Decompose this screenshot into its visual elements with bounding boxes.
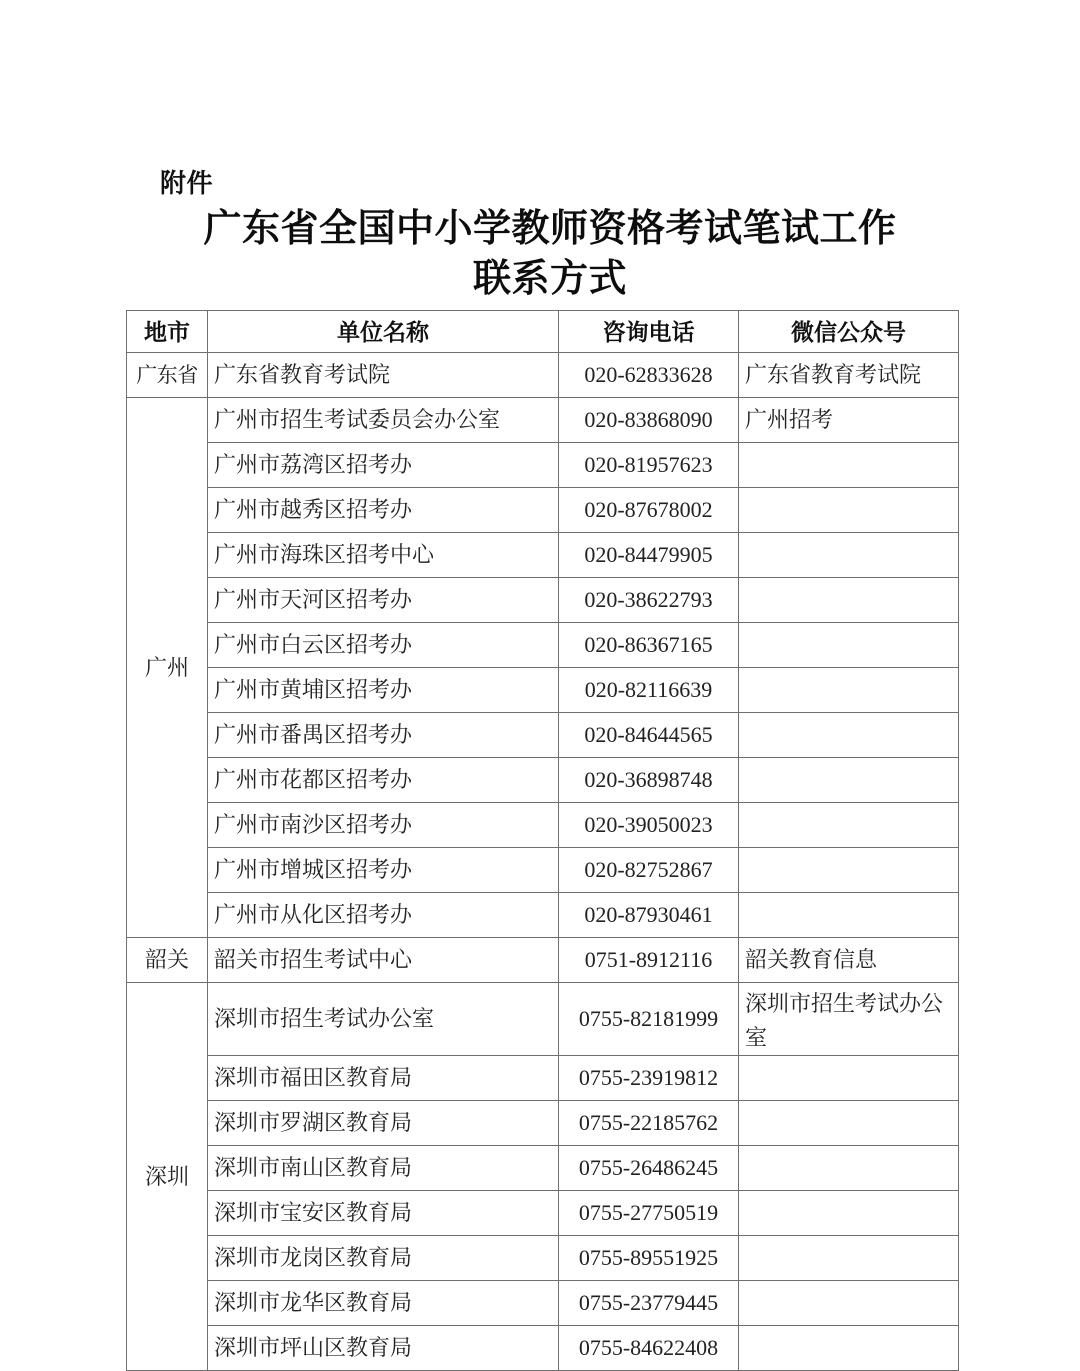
- table-row: [127, 1281, 959, 1326]
- cell-wechat-account: [739, 713, 959, 758]
- cell-phone: 0755-22185762: [559, 1101, 739, 1146]
- cell-wechat-account: 广东省教育考试院: [739, 353, 959, 398]
- cell-unit-name: 深圳市龙岗区教育局: [208, 1236, 559, 1281]
- cell-wechat-account: [739, 803, 959, 848]
- cell-unit-name: 广州市花都区招考办: [208, 758, 559, 803]
- cell-unit-name: 广州市越秀区招考办: [208, 488, 559, 533]
- cell-phone: 020-87930461: [559, 893, 739, 938]
- cell-unit-name: 广州市黄埔区招考办: [208, 668, 559, 713]
- column-header-wechat: 微信公众号: [739, 311, 959, 353]
- table-row: [127, 1101, 959, 1146]
- cell-phone: 0755-27750519: [559, 1191, 739, 1236]
- cell-wechat-account: [739, 1056, 959, 1101]
- cell-wechat-account: [739, 758, 959, 803]
- cell-phone: 020-82116639: [559, 668, 739, 713]
- table-row: [127, 443, 959, 488]
- cell-phone: 0755-26486245: [559, 1146, 739, 1191]
- cell-unit-name: 韶关市招生考试中心: [208, 938, 559, 983]
- page-title: [140, 204, 960, 304]
- cell-wechat-account: [739, 1146, 959, 1191]
- cell-unit-name: 深圳市招生考试办公室: [208, 983, 559, 1056]
- cell-wechat-account: [739, 1191, 959, 1236]
- table-row: [127, 713, 959, 758]
- table-row: [127, 533, 959, 578]
- cell-phone: 020-84479905: [559, 533, 739, 578]
- cell-phone: 0755-82181999: [559, 983, 739, 1056]
- cell-phone: 020-83868090: [559, 398, 739, 443]
- cell-wechat-account: [739, 488, 959, 533]
- cell-unit-name: 广州市从化区招考办: [208, 893, 559, 938]
- cell-city: 深圳: [127, 983, 208, 1371]
- cell-phone: 020-82752867: [559, 848, 739, 893]
- cell-phone: 0755-84622408: [559, 1326, 739, 1371]
- table-row: [127, 1056, 959, 1101]
- cell-phone: 0755-23919812: [559, 1056, 739, 1101]
- table-row: [127, 803, 959, 848]
- cell-unit-name: 广州市荔湾区招考办: [208, 443, 559, 488]
- cell-city: 广州: [127, 398, 208, 938]
- cell-phone: 020-81957623: [559, 443, 739, 488]
- table-row: [127, 668, 959, 713]
- cell-unit-name: 广州市番禺区招考办: [208, 713, 559, 758]
- cell-wechat-account: [739, 1281, 959, 1326]
- table-row: [127, 578, 959, 623]
- contact-table: [126, 310, 959, 1371]
- cell-phone: 020-38622793: [559, 578, 739, 623]
- cell-unit-name: 深圳市罗湖区教育局: [208, 1101, 559, 1146]
- attachment-label: 附件: [160, 168, 214, 198]
- table-row: [127, 1236, 959, 1281]
- cell-wechat-account: 深圳市招生考试办公室: [739, 983, 959, 1056]
- table-row: [127, 848, 959, 893]
- cell-unit-name: 深圳市福田区教育局: [208, 1056, 559, 1101]
- column-header-city: 地市: [127, 311, 208, 353]
- table-row: [127, 1326, 959, 1371]
- cell-wechat-account: [739, 443, 959, 488]
- cell-unit-name: 广州市增城区招考办: [208, 848, 559, 893]
- page-title-line-2: 联系方式: [472, 258, 627, 300]
- cell-unit-name: 广州市南沙区招考办: [208, 803, 559, 848]
- cell-city: 韶关: [127, 938, 208, 983]
- cell-wechat-account: [739, 1101, 959, 1146]
- table-row: [127, 758, 959, 803]
- table-row: [127, 1146, 959, 1191]
- table-row: [127, 983, 959, 1056]
- cell-wechat-account: [739, 533, 959, 578]
- table-body: [127, 353, 959, 1371]
- cell-unit-name: 广州市白云区招考办: [208, 623, 559, 668]
- cell-phone: 0755-23779445: [559, 1281, 739, 1326]
- cell-wechat-account: [739, 578, 959, 623]
- cell-phone: 020-87678002: [559, 488, 739, 533]
- cell-wechat-account: [739, 668, 959, 713]
- page-title-line-1: 广东省全国中小学教师资格考试笔试工作: [203, 208, 897, 250]
- cell-wechat-account: [739, 1326, 959, 1371]
- cell-unit-name: 广州市海珠区招考中心: [208, 533, 559, 578]
- cell-unit-name: 广州市招生考试委员会办公室: [208, 398, 559, 443]
- table-header-row: [127, 311, 959, 353]
- cell-phone: 020-62833628: [559, 353, 739, 398]
- column-header-phone: 咨询电话: [559, 311, 739, 353]
- cell-unit-name: 深圳市南山区教育局: [208, 1146, 559, 1191]
- column-header-unit: 单位名称: [208, 311, 559, 353]
- table-header: [127, 311, 959, 353]
- cell-unit-name: 深圳市宝安区教育局: [208, 1191, 559, 1236]
- table-row: [127, 623, 959, 668]
- cell-unit-name: 深圳市龙华区教育局: [208, 1281, 559, 1326]
- cell-wechat-account: [739, 893, 959, 938]
- table-row: [127, 893, 959, 938]
- table-row: [127, 488, 959, 533]
- cell-wechat-account: [739, 623, 959, 668]
- cell-wechat-account: [739, 848, 959, 893]
- table-row: [127, 938, 959, 983]
- cell-wechat-account: [739, 1236, 959, 1281]
- cell-wechat-account: 广州招考: [739, 398, 959, 443]
- table-row: [127, 1191, 959, 1236]
- cell-city: 广东省: [127, 353, 208, 398]
- cell-phone: 0751-8912116: [559, 938, 739, 983]
- cell-wechat-account: 韶关教育信息: [739, 938, 959, 983]
- contact-table-container: [126, 310, 958, 1371]
- cell-phone: 020-36898748: [559, 758, 739, 803]
- cell-unit-name: 广州市天河区招考办: [208, 578, 559, 623]
- cell-phone: 0755-89551925: [559, 1236, 739, 1281]
- cell-unit-name: 深圳市坪山区教育局: [208, 1326, 559, 1371]
- cell-phone: 020-39050023: [559, 803, 739, 848]
- cell-phone: 020-84644565: [559, 713, 739, 758]
- table-row: [127, 398, 959, 443]
- cell-phone: 020-86367165: [559, 623, 739, 668]
- cell-unit-name: 广东省教育考试院: [208, 353, 559, 398]
- table-row: [127, 353, 959, 398]
